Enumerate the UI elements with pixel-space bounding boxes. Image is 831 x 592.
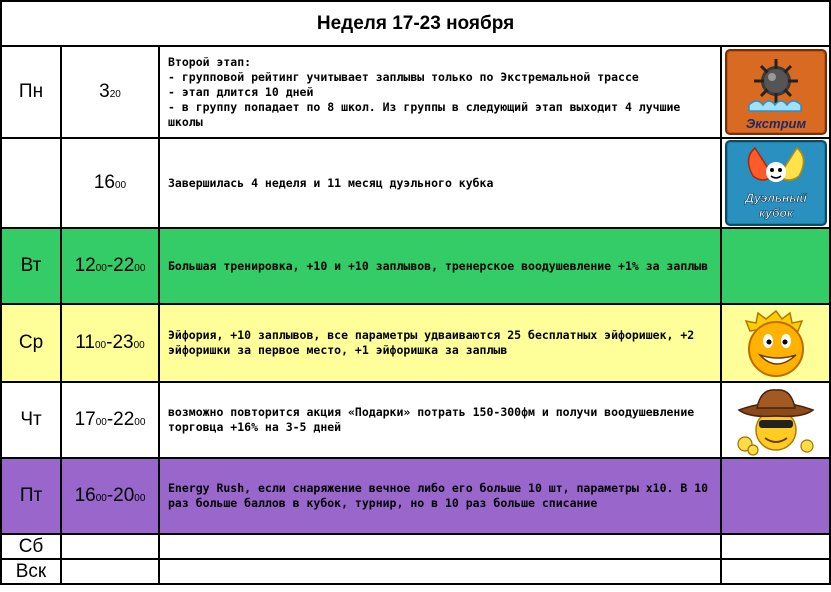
table-row	[1, 46, 830, 138]
table-row	[1, 382, 830, 458]
day-cell: Пт	[1, 458, 61, 534]
time-cell: 1600	[61, 138, 159, 228]
table-row	[1, 458, 830, 534]
extreme-icon-label: Экстрим	[745, 116, 806, 131]
image-cell	[721, 458, 830, 534]
duel-cup-label-1: Дуэльный	[744, 191, 807, 205]
duel-cup-icon	[725, 140, 827, 226]
time-cell: 1700-2200	[61, 382, 159, 458]
description-cell	[159, 559, 721, 584]
day-cell: Вт	[1, 228, 61, 304]
image-cell	[721, 382, 830, 458]
table-row	[1, 559, 830, 584]
image-cell	[721, 534, 830, 559]
day-cell: Сб	[1, 534, 61, 559]
image-cell	[721, 304, 830, 382]
cowboy-smiley-icon	[731, 384, 821, 456]
image-cell	[721, 228, 830, 304]
image-cell	[721, 46, 830, 138]
day-cell: Вск	[1, 559, 61, 584]
description-cell: Второй этап: - групповой рейтинг учитывает заплывы только по Экстремальной трассе - этап длится 10 дней - в группу попадает по 8 школ. Из группы в следующий этап выходит 4 лучшие школы	[159, 46, 721, 138]
description-cell: Эйфория, +10 заплывов, все параметры удваиваются 25 бесплатных эйфоришек, +2 эйфоришки за первое место, +1 эйфоришка за заплыв	[159, 304, 721, 382]
description-cell: Большая тренировка, +10 и +10 заплывов, тренерское воодушевление +1% за заплыв	[159, 228, 721, 304]
image-cell	[721, 138, 830, 228]
euphoria-smiley-icon	[736, 307, 816, 379]
description-cell	[159, 534, 721, 559]
day-cell	[1, 138, 61, 228]
page-title: Неделя 17-23 ноября	[1, 1, 830, 46]
table-row	[1, 534, 830, 559]
time-cell	[61, 559, 159, 584]
description-cell: Energy Rush, если снаряжение вечное либо его больше 10 шт, параметры x10. В 10 раз больше баллов в кубок, турнир, но в 10 раз больше списание	[159, 458, 721, 534]
description-cell: Завершилась 4 неделя и 11 месяц дуэльного кубка	[159, 138, 721, 228]
duel-cup-label-2: кубок	[758, 206, 793, 220]
table-row	[1, 228, 830, 304]
extreme-icon	[725, 49, 827, 135]
day-cell: Пн	[1, 46, 61, 138]
table-row	[1, 138, 830, 228]
table-row	[1, 304, 830, 382]
time-cell	[61, 534, 159, 559]
description-cell: возможно повторится акция «Подарки» потрать 150-300фм и получи воодушевление торговца +16% на 3-5 дней	[159, 382, 721, 458]
time-cell: 1600-2000	[61, 458, 159, 534]
day-cell: Ср	[1, 304, 61, 382]
time-cell: 1200-2200	[61, 228, 159, 304]
image-cell	[721, 559, 830, 584]
time-cell: 320	[61, 46, 159, 138]
time-cell: 1100-2300	[61, 304, 159, 382]
day-cell: Чт	[1, 382, 61, 458]
